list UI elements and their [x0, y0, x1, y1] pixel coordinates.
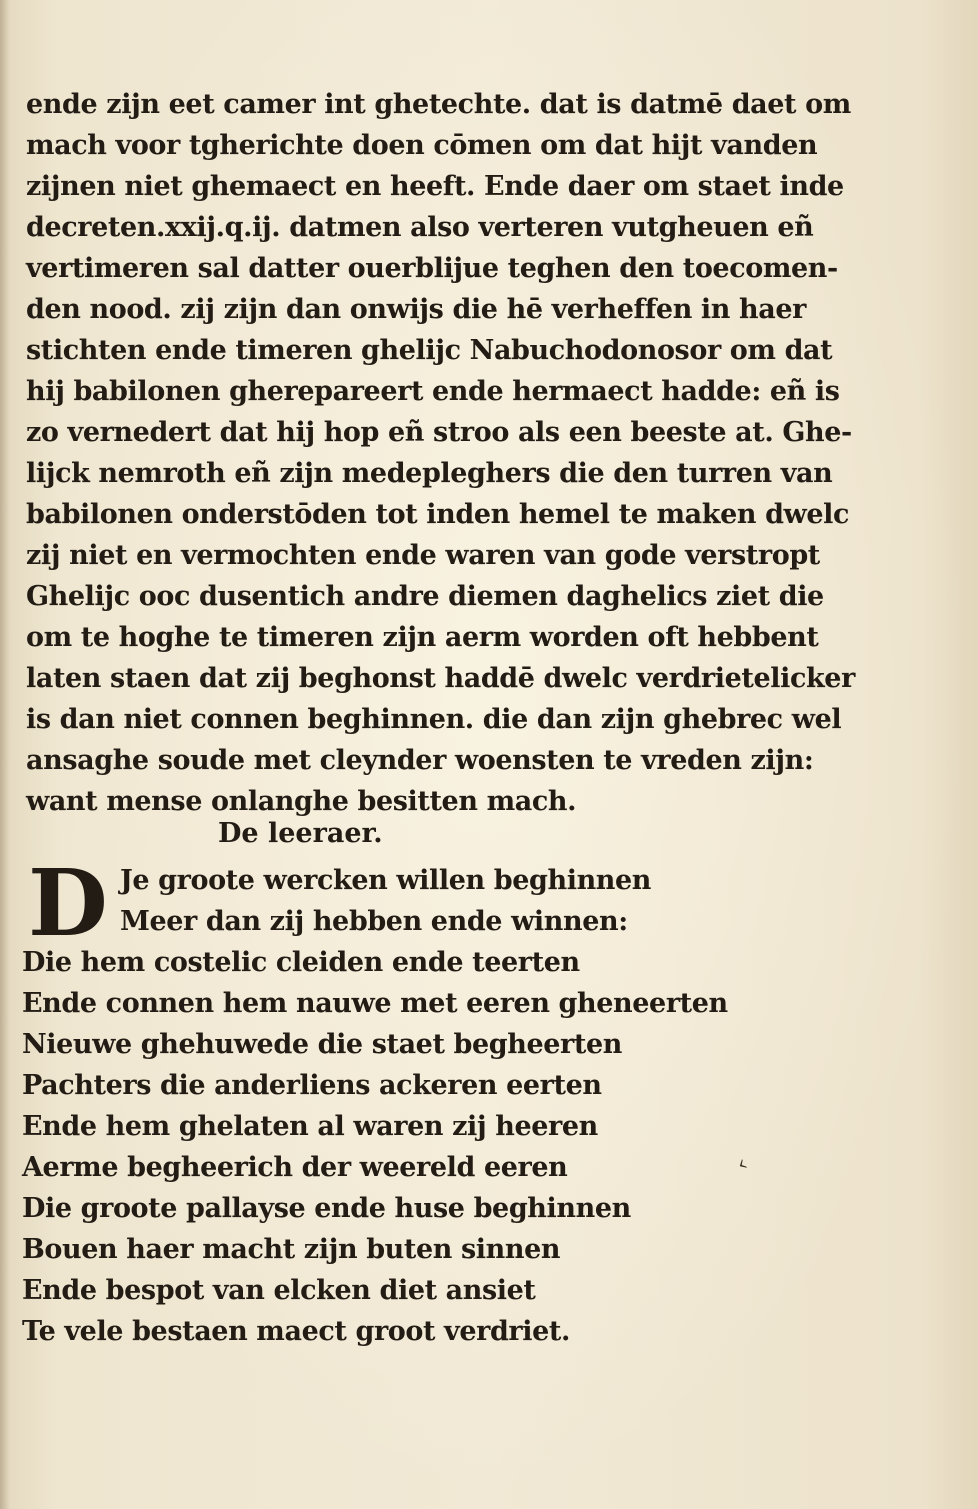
verse-line: Pachters die anderliens ackeren eerten — [22, 1070, 602, 1101]
prose-line: decreten.xxij.q.ij. datmen also verteren vutgheuen eñ — [26, 212, 814, 243]
prose-line: is dan niet connen beghinnen. die dan zijn ghebrec wel — [26, 704, 842, 735]
prose-line: zij niet en vermochten ende waren van gode verstropt — [26, 540, 820, 571]
verse-line: Ende bespot van elcken diet ansiet — [22, 1275, 536, 1306]
prose-line: want mense onlanghe besitten mach. — [26, 786, 577, 817]
verse-line: Bouen haer macht zijn buten sinnen — [22, 1234, 561, 1265]
prose-line: om te hoghe te timeren zijn aerm worden oft hebbent — [26, 622, 819, 653]
verse-block — [22, 849, 742, 1352]
prose-line: vertimeren sal datter ouerblijue teghen den toecomen- — [26, 253, 838, 284]
verse-line: Die groote pallayse ende huse beghinnen — [22, 1193, 631, 1224]
section-heading: De leeraer. — [218, 818, 383, 849]
decorated-initial: D — [28, 849, 108, 957]
prose-line: ansaghe soude met cleynder woensten te vreden zijn: — [26, 745, 814, 776]
verse-line: Meer dan zij hebben ende winnen: — [120, 906, 628, 937]
ink-mark: ‹ — [732, 1151, 753, 1178]
prose-line: hij babilonen gherepareert ende hermaect hadde: eñ is — [26, 376, 840, 407]
prose-line: zo vernedert dat hij hop eñ stroo als een beeste at. Ghe- — [26, 417, 852, 448]
prose-line: zijnen niet ghemaect en heeft. Ende daer om staet inde — [26, 171, 844, 202]
prose-line: babilonen onderstōden tot inden hemel te maken dwelc — [26, 499, 850, 530]
verse-line: Aerme begheerich der weereld eeren — [22, 1152, 568, 1183]
prose-line: den nood. zij zijn dan onwijs die hē verheffen in haer — [26, 294, 806, 325]
verse-line: Ende hem ghelaten al waren zij heeren — [22, 1111, 598, 1142]
verse-line: Te vele bestaen maect groot verdriet. — [22, 1316, 570, 1347]
verse-line: Ende connen hem nauwe met eeren gheneerten — [22, 988, 728, 1019]
verse-line: Nieuwe ghehuwede die staet begheerten — [22, 1029, 622, 1060]
prose-line: ende zijn eet camer int ghetechte. dat is datmē daet om — [26, 89, 851, 120]
prose-line: stichten ende timeren ghelijc Nabuchodonosor om dat — [26, 335, 833, 366]
gutter-shadow — [0, 0, 10, 1509]
prose-line: lijck nemroth eñ zijn medepleghers die den turren van — [26, 458, 833, 489]
prose-line: mach voor tgherichte doen cōmen om dat hijt vanden — [26, 130, 818, 161]
prose-line: laten staen dat zij beghonst haddē dwelc verdrietelicker — [26, 663, 855, 694]
verse-line: Je groote wercken willen beghinnen — [120, 865, 652, 896]
verse-line: Die hem costelic cleiden ende teerten — [22, 947, 580, 978]
prose-block — [26, 84, 855, 822]
prose-line: Ghelijc ooc dusentich andre diemen daghelics ziet die — [26, 581, 824, 612]
